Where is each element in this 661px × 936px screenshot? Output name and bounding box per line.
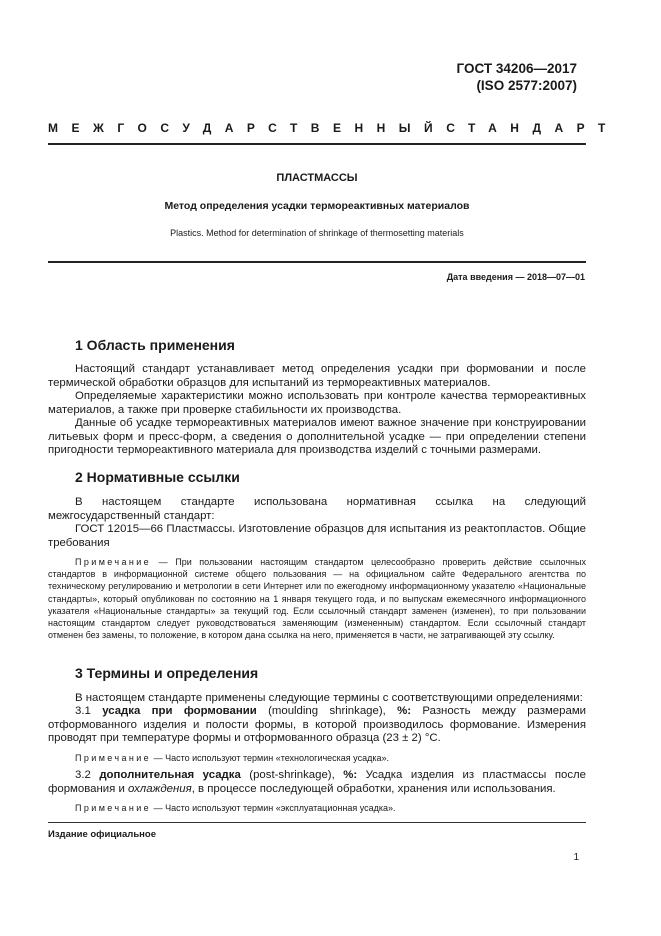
document-title: ПЛАСТМАССЫ: [276, 172, 358, 184]
section-1-paragraph-2: Определяемые характеристики можно использовать при контроле качества термореактивных материалов, а также при проверке стабильности их производства.: [48, 390, 586, 416]
term-3-2-unit: %:: [343, 769, 358, 781]
term-3-1-unit: %:: [397, 705, 412, 717]
term-3-2-italic-word: охлаждения: [127, 782, 192, 795]
document-subtitle: Метод определения усадки термореактивных материалов: [164, 200, 470, 212]
term-3-1-name: усадка при формовании: [102, 705, 257, 717]
gost-number: ГОСТ 34206—2017: [456, 61, 577, 76]
note-text: — При пользовании настоящим стандартом целесообразно проверить действие ссылочных стандартов в информационной системе общего пользования — на официальном сайте Федерального агентства по техническому регулированию и метрологии в сети Интернет или по ежегодному информационному указателю «Национальные стандарты», который опубликован по состоянию на 1 января текущего года, и по выпускам ежемесячного информационного указателя «Национальные стандарты» за текущий год. Если ссылочный стандарт заменен (изменен), то при пользовании настоящим стандартом следует руководствоваться заменяющим (измененным) стандартом. Если ссылочный стандарт отменен без замены, то положение, в котором дана ссылка на него, применяется в части, не затрагивающей эту ссылку.: [48, 557, 586, 641]
section-3-heading: 3 Термины и определения: [75, 665, 259, 681]
section-2-note: [48, 556, 586, 641]
term-3-1-definition: Разность между размерами отформованного изделия и полости формы, в которой производилось формование. Измерения проводят при температуре формы и отформованного образца (23 ± 2) °С.: [48, 705, 587, 744]
term-3-1: [48, 705, 586, 746]
section-2-reference: ГОСТ 12015—66 Пластмассы. Изготовление образцов для испытания из реактопластов. Общие требования: [48, 523, 586, 549]
term-3-2-number: 3.2: [75, 769, 100, 781]
title-rule: [48, 261, 586, 263]
banner-word-standard: СТАНДАРТ: [446, 121, 619, 135]
term-3-2: [48, 769, 586, 796]
term-3-2-definition-part-1: Усадка изделия из пластмассы после формования и: [48, 769, 586, 795]
note-label: Примечание: [75, 557, 152, 567]
section-1-paragraph-3: Данные об усадке термореактивных материалов имеют важное значение при конструировании литьевых форм и пресс-форм, а сведения о дополнительной усадке — при определении степени пригодности термореактивного материала для производства изделий с точными размерами.: [48, 417, 586, 456]
term-3-1-note: [48, 752, 586, 764]
footer-rule: [48, 822, 586, 823]
page-number: 1: [573, 852, 579, 863]
term-3-1-english: (moulding shrinkage),: [256, 705, 398, 717]
section-1-paragraph-1: Настоящий стандарт устанавливает метод определения усадки при формовании и после термической обработки образцов для испытаний из термореактивных материалов.: [48, 363, 586, 389]
note-label: Примечание: [75, 753, 152, 763]
section-1-heading: 1 Область применения: [75, 337, 235, 353]
section-2-heading: 2 Нормативные ссылки: [75, 469, 240, 485]
term-3-2-definition-part-2: , в процессе последующей обработки, хранения или использования.: [191, 782, 556, 795]
term-3-2-english: (post-shrinkage),: [240, 769, 344, 781]
standard-banner: [48, 121, 619, 135]
term-3-2-name: дополнительная усадка: [99, 769, 241, 781]
iso-number: (ISO 2577:2007): [476, 78, 577, 93]
section-3-paragraph-1: В настоящем стандарте применены следующие термины с соответствующими определениями:: [75, 692, 583, 704]
banner-word-interstate: МЕЖГОСУДАРСТВЕННЫЙ: [48, 121, 447, 135]
gost-designation: [457, 60, 577, 94]
top-rule: [48, 143, 586, 145]
english-title: Plastics. Method for determination of shrinkage of thermosetting materials: [170, 228, 464, 238]
official-edition-label: Издание официальное: [48, 829, 156, 840]
note-text: — Часто используют термин «эксплуатационная усадка».: [151, 803, 396, 813]
note-label: Примечание: [75, 803, 152, 813]
introduction-date: Дата введения — 2018—07—01: [446, 272, 585, 282]
note-text: — Часто используют термин «технологическая усадка».: [151, 753, 389, 763]
term-3-2-note: [48, 802, 586, 814]
section-2-paragraph-1: В настоящем стандарте использована нормативная ссылка на следующий межгосударственный стандарт:: [48, 496, 586, 522]
term-3-1-number: 3.1: [75, 705, 103, 717]
